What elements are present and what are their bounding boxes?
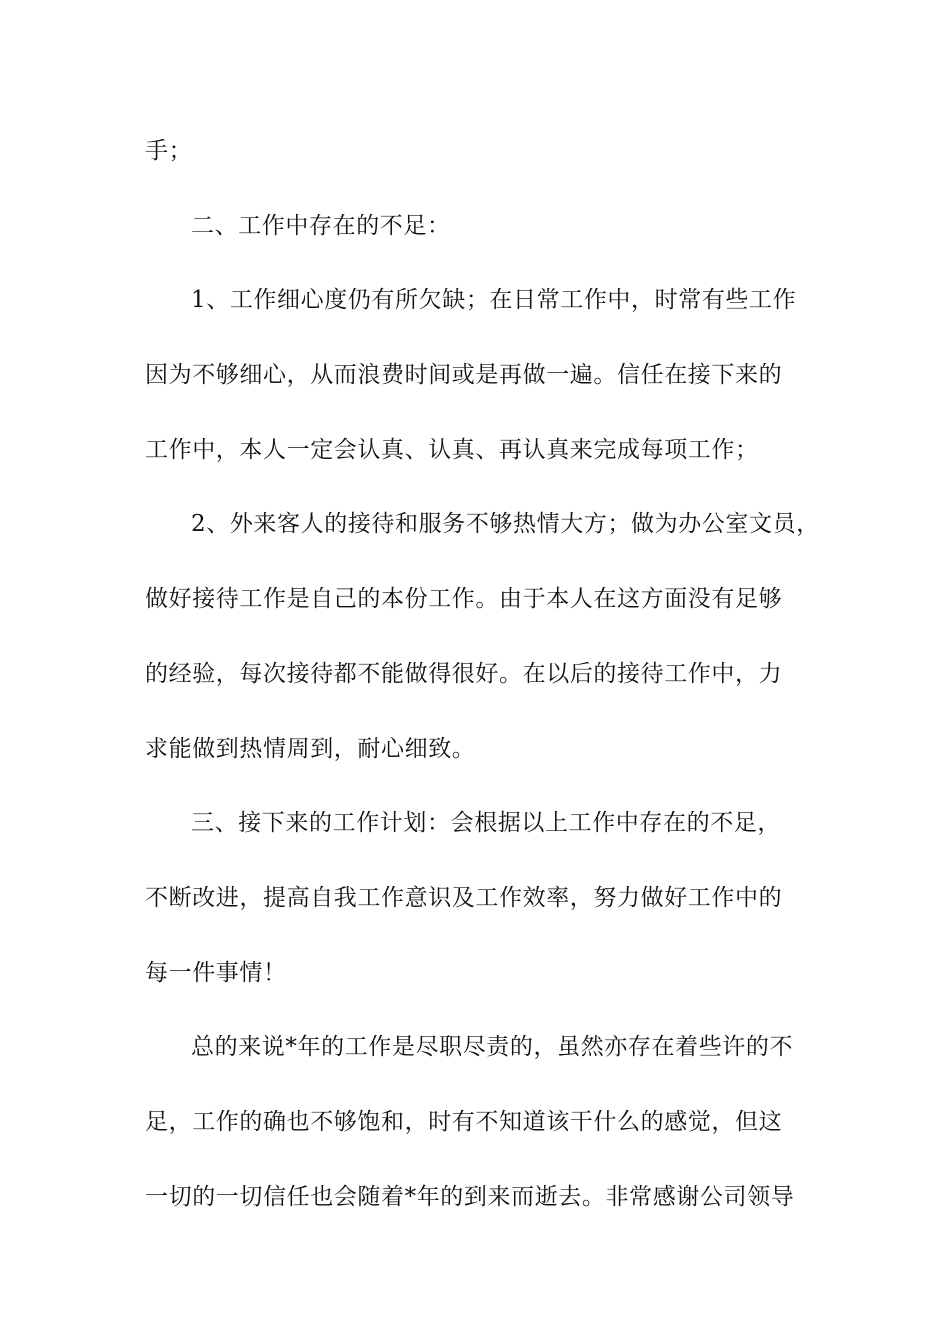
text-line: 的经验，每次接待都不能做得很好。在以后的接待工作中，力 [145, 660, 783, 687]
text-line: 手； [145, 138, 193, 164]
section-heading-plan: 三、接下来的工作计划：会根据以上工作中存在的不足， [191, 810, 781, 837]
text-line: 做好接待工作是自己的本份工作。由于本人在这方面没有足够 [145, 586, 783, 613]
text-line: 一切的一切信任也会随着*年的到来而逝去。非常感谢公司领导 [145, 1183, 795, 1210]
text-line: 2、外来客人的接待和服务不够热情大方；做为办公室文员， [191, 511, 820, 538]
section-heading-shortcomings: 二、工作中存在的不足： [191, 212, 451, 239]
text-line: 总的来说*年的工作是尽职尽责的，虽然亦存在着些许的不 [191, 1034, 794, 1061]
text-line: 求能做到热情周到，耐心细致。 [145, 735, 476, 762]
text-line: 足，工作的确也不够饱和，时有不知道该干什么的感觉，但这 [145, 1108, 783, 1135]
text-line: 工作中，本人一定会认真、认真、再认真来完成每项工作； [145, 436, 759, 463]
document-body [145, 114, 820, 1234]
text-line: 每一件事情！ [145, 959, 287, 986]
text-line: 不断改进，提高自我工作意识及工作效率，努力做好工作中的 [145, 884, 783, 911]
text-line: 1、工作细心度仍有所欠缺；在日常工作中，时常有些工作 [191, 287, 797, 314]
text-line: 因为不够细心，从而浪费时间或是再做一遍。信任在接下来的 [145, 362, 783, 389]
